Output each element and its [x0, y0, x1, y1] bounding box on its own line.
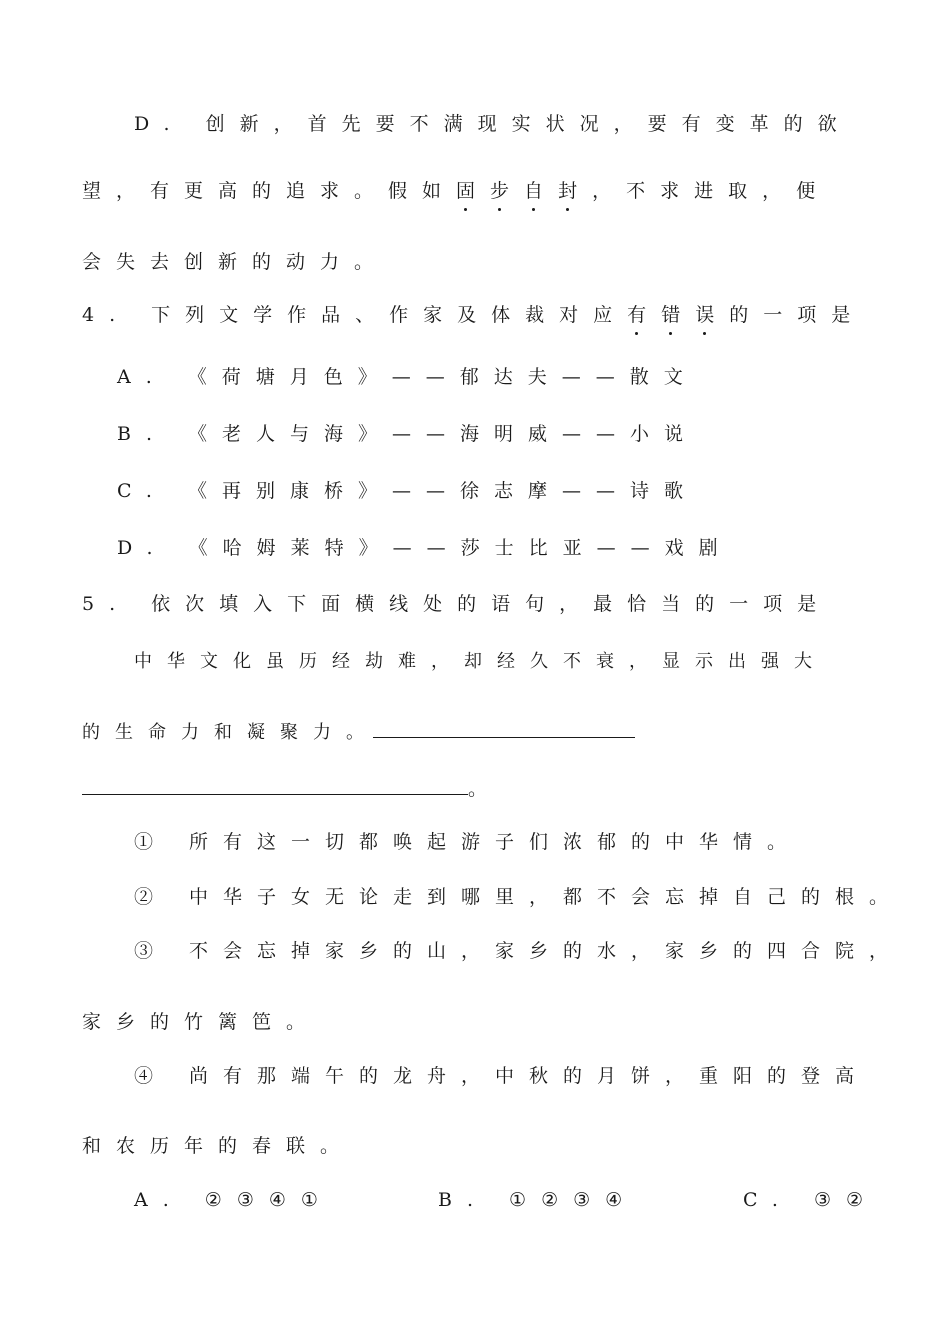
- emphasis-char: 自: [524, 180, 559, 202]
- q5-sentence-1: ① 所有这一切都唤起游子们浓郁的中华情。: [134, 831, 802, 853]
- answer-blank: [82, 776, 468, 795]
- q5-choice-b: B. ①②③④: [438, 1189, 638, 1211]
- q5-sentence-4-line2: 和农历年的春联。: [82, 1135, 355, 1157]
- q3-option-d-line2: [82, 178, 830, 204]
- q5-paragraph-line2: [82, 719, 635, 746]
- q5-sentence-3-line1: ③ 不会忘掉家乡的山，家乡的水，家乡的四合院，: [134, 940, 904, 962]
- q3-d-line2-pre: 望，有更高的追求。假如: [82, 180, 457, 202]
- q5-sentence-2: ② 中华子女无论走到哪里，都不会忘掉自己的根。: [134, 886, 904, 908]
- q4-option-d: D. 《哈姆莱特》——莎士比亚——戏剧: [117, 537, 733, 559]
- q3-d-line2-post: ，不求进取，便: [592, 180, 831, 202]
- q5-choice-a: A. ②③④①: [134, 1189, 333, 1211]
- q3-option-d-line1: D. 创新，首先要不满现实状况，要有变革的欲: [134, 113, 852, 135]
- emphasis-char: 固: [456, 180, 491, 202]
- q5-sentence-4-line1: ④ 尚有那端午的龙舟，中秋的月饼，重阳的登高: [134, 1065, 870, 1087]
- q4-option-b: B. 《老人与海》——海明威——小说: [117, 423, 699, 445]
- emphasis-char: 错: [661, 304, 696, 326]
- emphasis-char: 步: [490, 180, 525, 202]
- q4-option-c: C. 《再别康桥》——徐志摩——诗歌: [117, 480, 698, 502]
- emphasis-char: 封: [558, 180, 593, 202]
- q5-sentence-3-line2: 家乡的竹篱笆。: [82, 1011, 321, 1033]
- q3-option-d-line3: 会失去创新的动力。: [82, 251, 389, 273]
- q5-paragraph-line1: 中华文化虽历经劫难，却经久不衰，显示出强大: [134, 651, 827, 672]
- q4-option-a: A. 《荷塘月色》——郁达夫——散文: [117, 366, 698, 388]
- answer-blank: [373, 719, 635, 738]
- emphasis-char: 误: [695, 304, 730, 326]
- blank-end-period: 。: [468, 778, 488, 800]
- q4-stem-post: 的一项是: [729, 304, 866, 326]
- q4-stem-pre: 4. 下列文学作品、作家及体裁对应: [82, 304, 628, 326]
- q5-blank-line2: [82, 776, 487, 802]
- emphasis-char: 有: [627, 304, 662, 326]
- q5-paragraph-text: 的生命力和凝聚力。: [82, 722, 379, 743]
- q5-stem: 5. 依次填入下面横线处的语句，最恰当的一项是: [82, 593, 832, 615]
- q4-stem: [82, 302, 865, 328]
- q5-choice-c: C. ③②: [743, 1189, 879, 1211]
